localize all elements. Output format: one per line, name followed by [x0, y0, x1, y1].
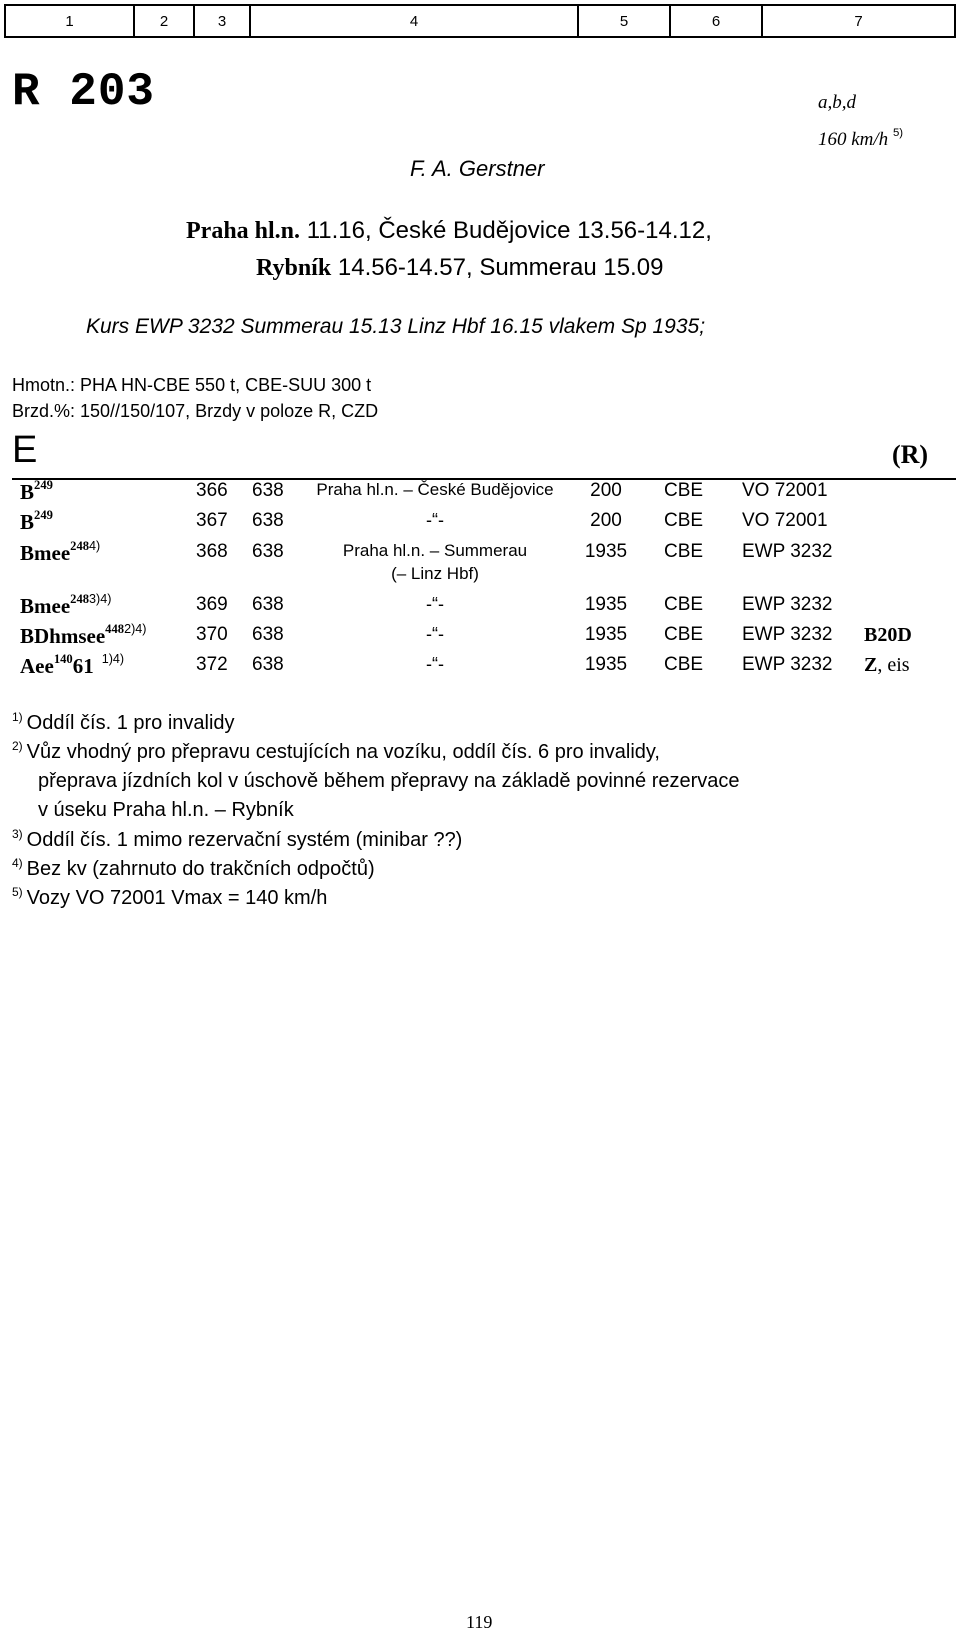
course-info: Kurs EWP 3232 Summerau 15.13 Linz Hbf 16.15 vlakem Sp 1935; — [86, 315, 706, 338]
car-row — [0, 594, 960, 624]
speed-value: 160 km/h — [818, 129, 889, 150]
brake-info: Brzd.%: 150//150/107, Brzdy v poloze R, CZD — [12, 401, 379, 421]
car-depot: CBE — [664, 594, 704, 615]
car-depot: CBE — [664, 654, 704, 675]
car-type: Bmee$^{2484)}$ — [20, 539, 101, 565]
car-train: 200 — [590, 480, 622, 501]
car-route: -“- — [426, 654, 444, 674]
route-line-2 — [256, 254, 663, 282]
footnote-continuation: v úseku Praha hl.n. – Rybník — [38, 799, 294, 821]
route-times-1: 11.16, České Budějovice 13.56-14.12, — [300, 217, 712, 244]
car-train: 1935 — [584, 541, 628, 562]
column-number: 2 — [135, 6, 195, 36]
car-row — [0, 510, 960, 540]
car-number: 368 — [196, 541, 228, 562]
footnote: $^{5)}$ Vozy VO 72001 Vmax = 140 km/h — [12, 885, 328, 909]
car-row — [0, 624, 960, 654]
column-number: 1 — [6, 6, 135, 36]
weight-info: Hmotn.: PHA HN-CBE 550 t, CBE-SUU 300 t — [12, 375, 372, 395]
route-line-1 — [186, 217, 712, 245]
column-number: 7 — [854, 12, 863, 30]
speed-footnote-ref: 5) — [892, 126, 904, 139]
car-code: 638 — [252, 510, 284, 531]
page-number: 119 — [466, 1612, 493, 1632]
car-row — [0, 480, 960, 510]
car-type: $B^{249}$ — [20, 508, 53, 534]
car-route: -“- — [426, 624, 444, 644]
footnote: $^{2)}$ Vůz vhodný pro přepravu cestujících na vozíku, oddíl čís. 6 pro invalidy, — [12, 739, 660, 763]
car-route: Praha hl.n. – České Budějovice — [316, 480, 554, 499]
car-route: -“- — [426, 594, 444, 614]
train-name: F. A. Gerstner — [410, 156, 545, 181]
car-code: 638 — [252, 541, 284, 562]
route-station-rybnik: Rybník — [256, 255, 332, 281]
car-train: 1935 — [584, 594, 628, 615]
car-train: 1935 — [584, 624, 628, 645]
section-label: E — [12, 429, 38, 471]
car-number: 366 — [196, 480, 228, 501]
car-number: 372 — [196, 654, 228, 675]
car-type: $B^{249}$ — [20, 478, 53, 504]
footnote: $^{1)}$ Oddíl čís. 1 pro invalidy — [12, 710, 235, 734]
car-group: EWP 3232 — [742, 654, 833, 675]
car-row — [0, 654, 960, 684]
car-note: Z, eis — [864, 654, 910, 676]
car-depot: CBE — [664, 624, 704, 645]
footnote: $^{3)}$ Oddíl čís. 1 mimo rezervační systém (minibar ??) — [12, 827, 463, 851]
car-group: VO 72001 — [742, 510, 828, 531]
car-train: 200 — [590, 510, 622, 531]
footnote: $^{4)}$ Bez kv (zahrnuto do trakčních odpočtů) — [12, 856, 375, 880]
car-type: Aee$^{140}$61 $^{1)4)}$ — [20, 652, 125, 678]
column-number-bar — [4, 4, 956, 38]
car-depot: CBE — [664, 541, 704, 562]
car-depot: CBE — [664, 480, 704, 501]
car-number: 370 — [196, 624, 228, 645]
section-right-label: (R) — [892, 440, 929, 469]
car-code: 638 — [252, 480, 284, 501]
car-route: Praha hl.n. – Summerau — [342, 541, 528, 560]
footnote-continuation: přeprava jízdních kol v úschově během přepravy na základě povinné rezervace — [38, 770, 740, 792]
car-type: BDhmsee$^{4482)4)}$ — [20, 622, 147, 648]
route-times-2: 14.56-14.57, Summerau 15.09 — [331, 254, 664, 281]
car-code: 638 — [252, 594, 284, 615]
car-group: EWP 3232 — [742, 541, 833, 562]
car-type: Bmee$^{2483)4)}$ — [20, 592, 112, 618]
train-number: R 203 — [12, 66, 156, 118]
train-flags: a,b,d — [818, 92, 856, 113]
column-number: 6 — [671, 6, 763, 36]
car-depot: CBE — [664, 510, 704, 531]
route-station-origin: Praha hl.n. — [186, 218, 301, 244]
route-continuation: (– Linz Hbf) — [391, 564, 479, 583]
train-speed — [818, 126, 904, 151]
car-number: 367 — [196, 510, 228, 531]
column-number: 3 — [195, 6, 251, 36]
car-route: -“- — [426, 510, 444, 530]
car-group: EWP 3232 — [742, 624, 833, 645]
car-group: EWP 3232 — [742, 594, 833, 615]
car-note: B20D — [864, 624, 912, 646]
car-number: 369 — [196, 594, 228, 615]
car-group: VO 72001 — [742, 480, 828, 501]
column-number: 5 — [579, 6, 671, 36]
car-train: 1935 — [584, 654, 628, 675]
column-number: 4 — [251, 6, 579, 36]
car-code: 638 — [252, 624, 284, 645]
car-code: 638 — [252, 654, 284, 675]
